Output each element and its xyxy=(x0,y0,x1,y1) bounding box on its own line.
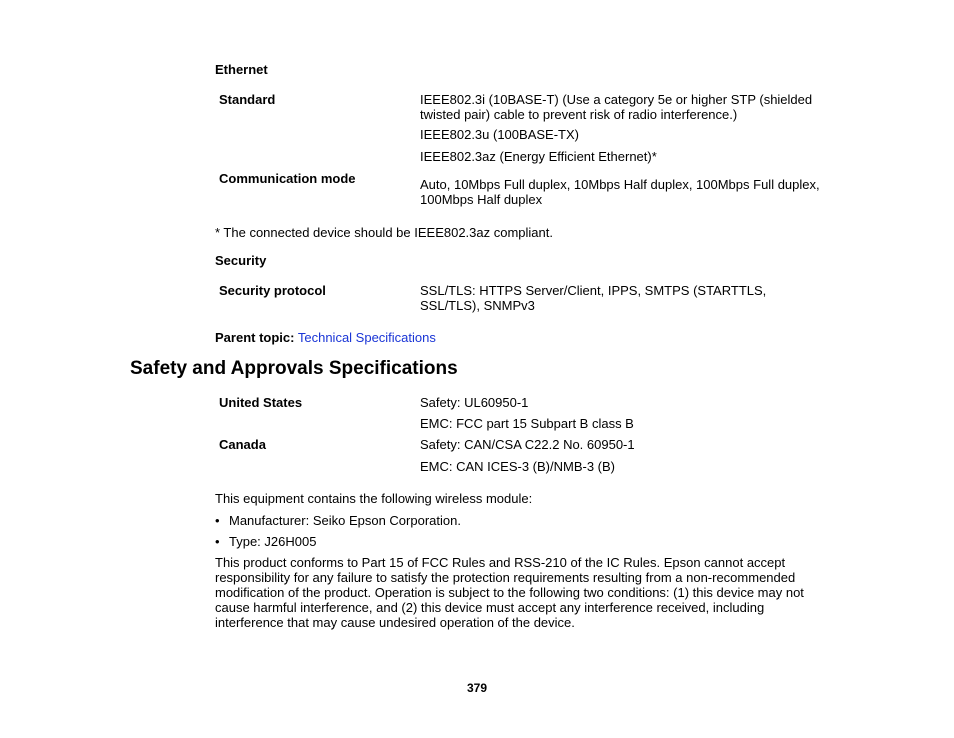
canada-safety: Safety: CAN/CSA C22.2 No. 60950-1 xyxy=(420,437,635,452)
list-item xyxy=(215,534,316,549)
security-heading: Security xyxy=(215,253,267,268)
united-states-label: United States xyxy=(219,395,303,410)
united-states-emc: EMC: FCC part 15 Subpart B class B xyxy=(420,416,634,431)
ethernet-footnote: * The connected device should be IEEE802.3az compliant. xyxy=(215,225,553,240)
canada-emc: EMC: CAN ICES-3 (B)/NMB-3 (B) xyxy=(420,459,616,474)
page-title: Safety and Approvals Specifications xyxy=(130,358,458,379)
standard-value-2: IEEE802.3u (100BASE-TX) xyxy=(420,127,579,142)
fcc-paragraph: This product conforms to Part 15 of FCC Rules and RSS-210 of the IC Rules. Epson cannot accept responsibility for any failure to satisfy the protection requirements resulting from a non-recommended modification of the product. Operation is subject to the following two conditions: (1) this device may not cause harmful interference, and (2) this device must accept any interference received, including interference that may cause undesired operation of the device. xyxy=(215,555,804,630)
manufacturer-item: Manufacturer: Seiko Epson Corporation. xyxy=(229,513,461,528)
wireless-intro: This equipment contains the following wireless module: xyxy=(215,491,533,506)
bullet-icon: • xyxy=(215,534,220,549)
united-states-safety: Safety: UL60950-1 xyxy=(420,395,529,410)
parent-topic xyxy=(215,330,436,345)
standard-label: Standard xyxy=(219,92,276,107)
parent-topic-label: Parent topic: xyxy=(215,330,295,345)
standard-value-3: IEEE802.3az (Energy Efficient Ethernet)* xyxy=(420,149,657,164)
type-item: Type: J26H005 xyxy=(229,534,317,549)
technical-specifications-link[interactable]: Technical Specifications xyxy=(297,330,436,345)
communication-mode-label: Communication mode xyxy=(219,171,356,186)
communication-mode-value: Auto, 10Mbps Full duplex, 10Mbps Half duplex, 100Mbps Full duplex, 100Mbps Half duplex xyxy=(420,177,820,207)
security-protocol-label: Security protocol xyxy=(219,283,326,298)
ethernet-heading: Ethernet xyxy=(215,62,268,77)
page-number: 379 xyxy=(466,681,488,695)
bullet-icon: • xyxy=(215,513,220,528)
canada-label: Canada xyxy=(219,437,266,452)
security-protocol-value: SSL/TLS: HTTPS Server/Client, IPPS, SMTPS (STARTTLS, SSL/TLS), SNMPv3 xyxy=(420,283,767,313)
standard-value-1: IEEE802.3i (10BASE-T) (Use a category 5e or higher STP (shielded twisted pair) cable to prevent risk of radio interference.) xyxy=(420,92,813,122)
list-item xyxy=(215,513,461,528)
